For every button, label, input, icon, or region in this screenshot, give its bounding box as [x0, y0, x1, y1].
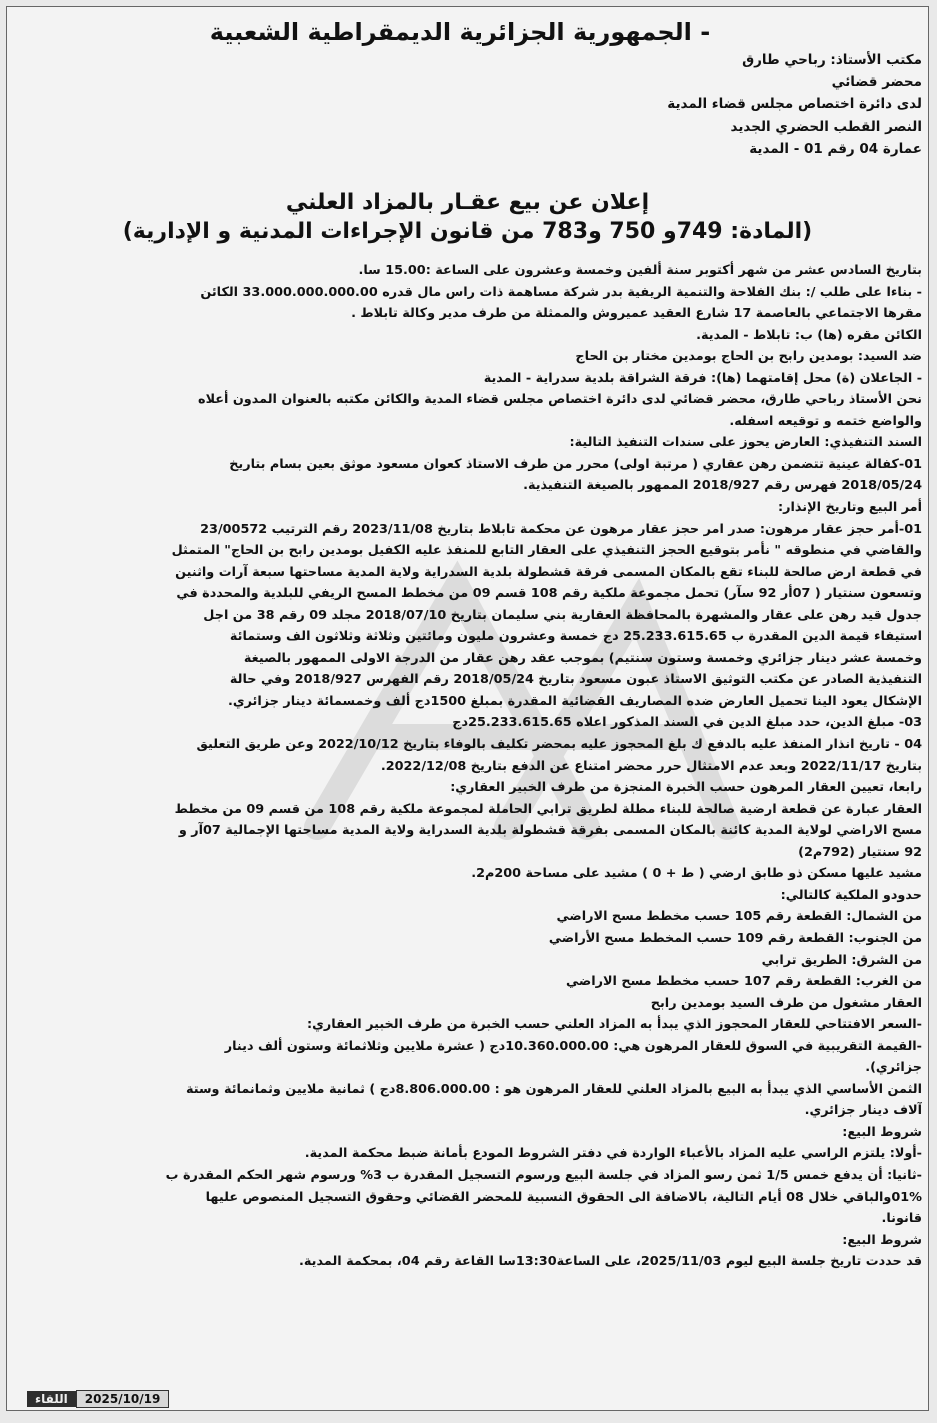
body-line: وخمسة عشر دينار جزائري وخمسة وستون سنتيم) بموجب عقد رهن عقار من الدرجة الاولى الممهور بالصيغة	[243, 650, 922, 666]
body-line: - الجاعلان (ة) محل إقامتهما (ها): فرقة الشراقة بلدية سدراية - المدية	[483, 370, 922, 386]
body-line: الثمن الأساسي الذي يبدأ به البيع بالمزاد العلني للعقار المرهون هو : 8.806.000.00دج ) ثمانية ملايين وثمانمائة وستة	[185, 1081, 922, 1097]
body-line: مقرها الاجتماعي بالعاصمة 17 شارع العقيد عميروش والممثلة من طرف مدير وكالة تابلاط .	[351, 306, 922, 322]
body-line: -القيمة التقريبية في السوق للعقار المرهون هي: 10.360.000.00دج ( عشرة ملايين وثلاثمائة وستون ألف دينار	[224, 1038, 922, 1054]
body-line: نحن الأستاذ رباحي طارق، محضر قضائي لدى دائرة اختصاص مجلس قضاء المدية والكائن مكتبه بالعنوان المدون أعلاه	[198, 392, 922, 408]
body-line: مشيد عليها مسكن ذو طابق ارضي ( ط + 0 ) مشيد على مساحة 200م2.	[471, 866, 922, 882]
body-line	[13, 1273, 922, 1295]
publication-date: 2025/10/19	[76, 1390, 170, 1408]
body-line: ضد السيد: بومدين رابح بن الحاج بومدين مختار بن الحاج	[575, 349, 922, 365]
body-line: أمر البيع وتاريخ الإنذار:	[778, 500, 922, 516]
body-line: بتاريخ السادس عشر من شهر أكتوبر سنة ألفين وخمسة وعشرون على الساعة :15.00 سا.	[358, 263, 922, 278]
office-line: محضر قضائي	[831, 74, 922, 91]
body-line: مسح الاراضي لولاية المدية كائنة بالمكان المسمى بفرقة قشطولة بلدية السدراية ولاية المدية مساحتها الإجمالية 07آر و	[178, 823, 922, 839]
body-line: - بناءا على طلب /: بنك الفلاحة والتنمية الريفية بدر شركة مساهمة ذات راس مال قدره 33.000.000.000.00 الكائن	[200, 284, 922, 300]
office-line: النصر القطب الحضري الجديد	[730, 118, 922, 135]
body-line: 04 - تاريخ انذار المنفذ عليه بالدفع ك بلغ المحجوز عليه بمحضر تكليف بالوفاء بتاريخ 2022/10/12 وعن طريق التعليق	[196, 737, 922, 753]
office-line: عمارة 04 رقم 01 - المدية	[749, 140, 922, 157]
body-line: شروط البيع:	[842, 1124, 922, 1140]
body-line: وتسعون سنتيار ( 07أر 92 سآر) تحمل مجموعة ملكية رقم 108 قسم 09 من مخطط المسح الريفي للبلدية والمحددة في	[176, 586, 922, 602]
body-line: 01-كفالة عينية تتضمن رهن عقاري ( مرتبة اولى) محرر من طرف الاستاذ كعوان مسعود موثق بعين بسام بتاريخ	[229, 456, 922, 472]
body-line: -ثانيا: أن يدفع خمس 1/5 ثمن رسو المزاد في جلسة البيع ورسوم التسجيل المقدرة ب 3% ورسوم شهر الحكم المقدرة ب	[165, 1167, 922, 1183]
body-line: 01%والباقي خلال 08 أيام التالية، بالاضافة الى الحقوق النسبية للمحضر القضائي وحقوق التسجيل المنصوص عليها	[205, 1189, 922, 1205]
body-line: جدول قيد رهن على عقار والمشهرة بالمحافظة العقارية بني سليمان بتاريخ 2018/07/10 مجلد 09 رقم 38 من اجل	[203, 607, 922, 623]
body-line: الإشكال يعود الينا تحميل العارض ضده المصاريف القضائية المقدرة بمبلغ 1500دج ألف وخمسمائة دينار جزائري.	[228, 693, 922, 709]
body-line: السند التنفيذي: العارض يحوز على سندات التنفيذ التالية:	[569, 435, 922, 451]
body-line: رابعا، تعيين العقار المرهون حسب الخبرة المنجزة من طرف الخبير العقاري:	[450, 780, 922, 796]
body-line	[13, 1294, 922, 1316]
body-line: العقار مشغول من طرف السيد بومدين رابح	[650, 995, 922, 1011]
body-line: شروط البيع:	[842, 1232, 922, 1248]
body-line: جزائري).	[865, 1060, 922, 1076]
body-line: 2018/05/24 فهرس رقم 2018/927 الممهور بالصيغة التنفيذية.	[523, 478, 922, 494]
publication-footer	[27, 1390, 169, 1408]
body-line: بتاريخ 2022/11/17 وبعد عدم الامتثال حرر محضر امتناع عن الدفع بتاريخ 2022/12/08.	[380, 758, 922, 774]
body-line: حدودو الملكية كالتالي:	[780, 887, 922, 903]
body-line: والواضع ختمه و توقيعه اسفله.	[729, 413, 922, 429]
body-line: -السعر الافتتاحي للعقار المحجوز الذي يبدأ به المزاد العلني حسب الخبرة من طرف الخبير العقاري:	[307, 1017, 922, 1033]
body-line: من الشمال: القطعة رقم 105 حسب مخطط مسح الاراضي	[556, 909, 922, 925]
body-line: العقار عبارة عن قطعة ارضية صالحة للبناء مطلة لطريق ترابي الحاملة لمجموعة ملكية رقم 108 من قسم 09 من مخطط	[174, 801, 922, 817]
body-line: والقاضي في منطوقه " نأمر بتوقيع الحجز التنفيذي على العقار التابع للمنفذ عليه الكفيل بومدين رابح بن الحاج" المتمثل	[171, 543, 922, 559]
body-line: التنفيذية الصادر عن مكتب التوثيق الاستاذ عبون مسعود بتاريخ 2018/05/24 رقم الفهرس 2018/927 وفي حالة	[229, 672, 922, 688]
title-line: إعلان عن بيع عقـار بالمزاد العلني	[285, 190, 650, 215]
body-line: آلاف دينار جزائري.	[804, 1103, 922, 1119]
body-line: استيفاء قيمة الدين المقدرة ب 25.233.615.65 دج خمسة وعشرون مليون ومائتين وثلاثة وثلاثون الف وستمائة	[229, 629, 922, 645]
body-line: قد حددت تاريخ جلسة البيع ليوم 2025/11/03، على الساعة13:30سا القاعة رقم 04، بمحكمة المدية.	[299, 1254, 922, 1270]
body-line: من الجنوب: القطعة رقم 109 حسب المخطط مسح الأراضي	[548, 930, 922, 946]
page-heading: - الجمهورية الجزائرية الديمقراطية الشعبية	[209, 18, 711, 46]
announcement-title	[7, 189, 928, 247]
newspaper-label: اللقاء	[27, 1391, 76, 1407]
body-line: 92 سنتيار (792م2)	[798, 844, 922, 860]
body-line: في قطعة ارض صالحة للبناء تقع بالمكان المسمى فرقة قشطولة بلدية السدراية ولاية المدية مساحتها سبعة آرات واثنين	[175, 564, 922, 580]
body-line: من الغرب: القطعة رقم 107 حسب مخطط مسح الاراضي	[565, 974, 922, 990]
body-line: الكائن مقره (ها) ب: تابلاط - المدية.	[696, 327, 922, 343]
office-line: لدى دائرة اختصاص مجلس قضاء المدية	[667, 96, 922, 113]
office-line: مكتب الأستاذ: رباحي طارق	[742, 52, 922, 68]
body-line: -أولا: يلتزم الراسي عليه المزاد بالأعباء الواردة في دفتر الشروط المودع بأمانة ضبط محكمة المدية.	[304, 1146, 922, 1162]
body-line: 03- مبلغ الدين، حدد مبلغ الدين في السند المذكور اعلاه 25.233.615.65دج	[452, 715, 922, 731]
body-line: 01-أمر حجز عقار مرهون: صدر امر حجز عقار مرهون عن محكمة تابلاط بتاريخ 2023/11/08 رقم الترتيب 23/00572	[200, 521, 922, 537]
announcement-sheet	[6, 6, 929, 1411]
body-line: قانونا.	[881, 1211, 922, 1227]
title-subline: (المادة: 749و 750 و783 من قانون الإجراءات المدنية و الإدارية)	[122, 219, 813, 244]
body-line: من الشرق: الطريق ترابي	[761, 952, 922, 968]
announcement-body	[13, 260, 922, 1316]
office-block	[322, 49, 922, 160]
